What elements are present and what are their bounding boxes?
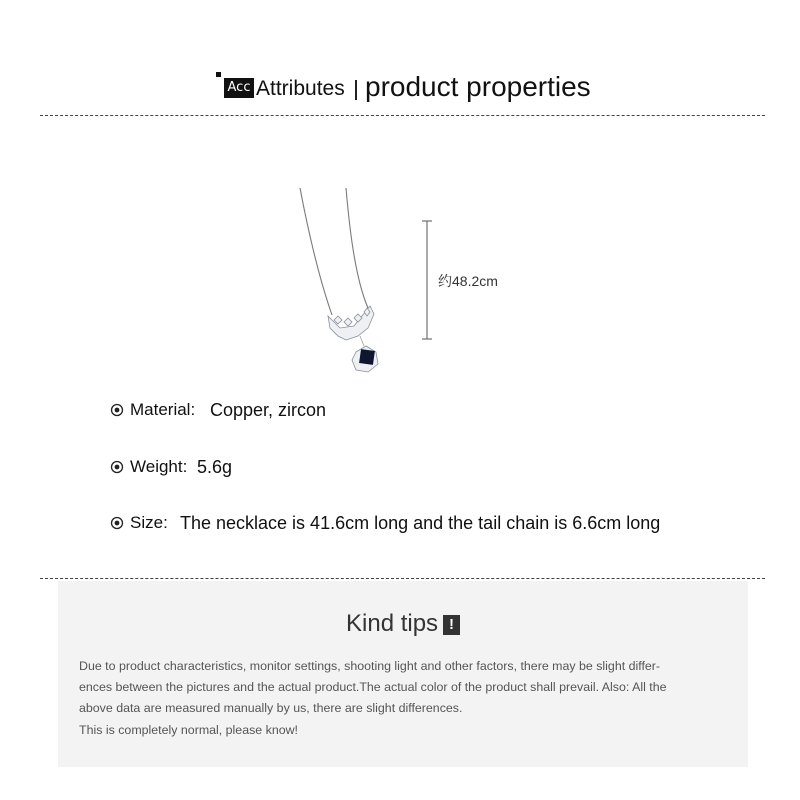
radio-bullet-icon [110, 403, 124, 417]
bottom-dashed-divider [40, 578, 765, 579]
length-measure-line [420, 220, 440, 340]
page-title: product properties [365, 71, 591, 102]
spec-label: Material: [130, 400, 196, 419]
header-box-label: Acc [224, 78, 254, 98]
spec-label: Weight: [130, 457, 188, 476]
necklace-image [290, 180, 400, 380]
spec-label: Size: [130, 513, 168, 532]
length-label: 约48.2cm [438, 273, 498, 289]
spec-value: The necklace is 41.6cm long and the tail chain is 6.6cm long [180, 513, 661, 533]
tips-text-line: ences between the pictures and the actual product.The actual color of the product shall prevail. Also: All the [79, 680, 667, 694]
kind-tips-panel [58, 581, 748, 767]
exclamation-icon: ! [443, 615, 460, 635]
spec-value: Copper, zircon [210, 400, 327, 420]
tips-text-line: This is completely normal, please know! [79, 723, 298, 737]
header-divider [355, 80, 357, 100]
radio-bullet-icon [110, 516, 124, 530]
header-attributes-label: Attributes [256, 77, 345, 100]
spec-value: 5.6g [197, 457, 233, 477]
section-header [0, 64, 800, 108]
radio-bullet-icon [110, 460, 124, 474]
tips-text-line: Due to product characteristics, monitor settings, shooting light and other factors, there may be slight differ- [79, 659, 661, 673]
tips-text-line: above data are measured manually by us, there are slight differences. [79, 701, 463, 715]
top-dashed-divider [40, 115, 765, 116]
tips-title: Kind tips [346, 610, 439, 637]
header-dot-icon [216, 72, 221, 77]
